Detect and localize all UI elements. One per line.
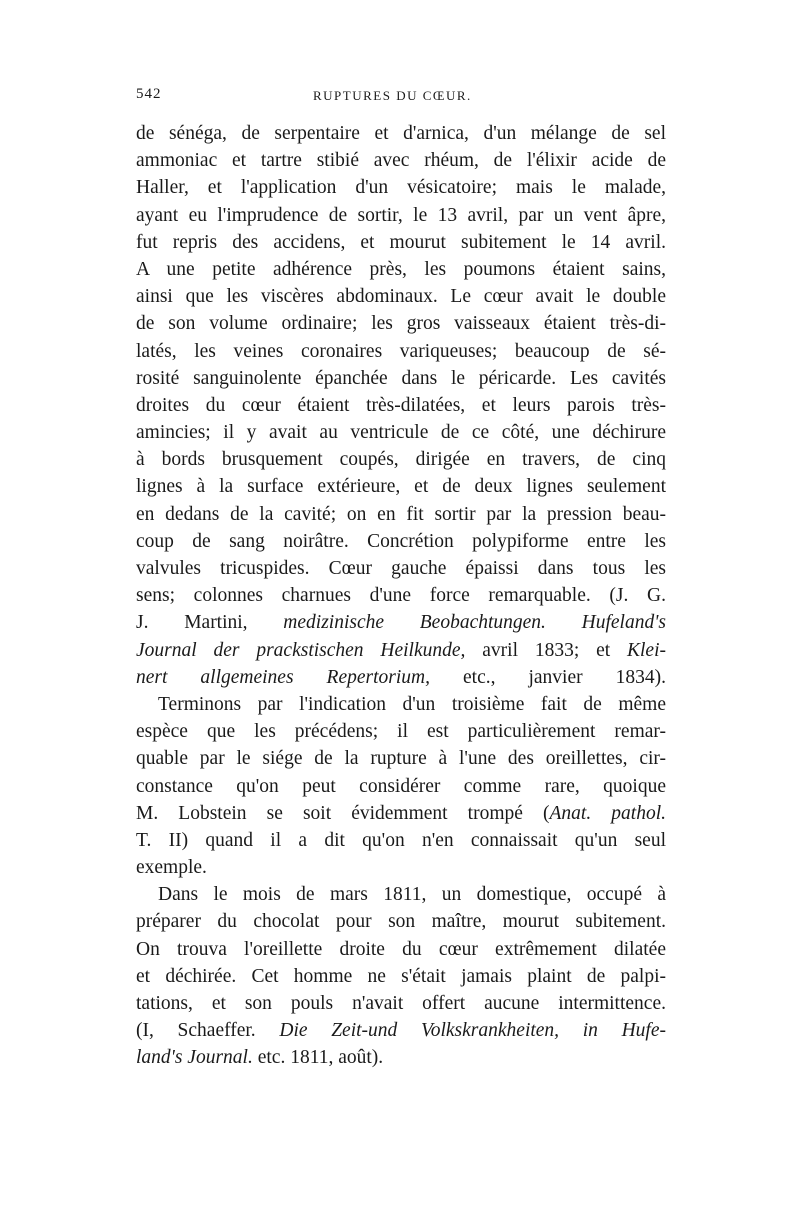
text-line: et déchirée. Cet homme ne s'était jamais plaint de palpi- [136, 965, 666, 987]
schaeffer-author: (I, Schaeffer. [136, 1020, 256, 1042]
citation-journal: Journal der prackstischen Heilkunde, [136, 639, 466, 661]
page-number: 542 [136, 86, 162, 102]
text-line-citation [136, 664, 666, 691]
text-line: A une petite adhérence près, les poumons étaient sains, [136, 258, 666, 280]
text-line: rosité sanguinolente épanchée dans le péricarde. Les cavités [136, 367, 666, 389]
body-text [136, 120, 666, 1072]
schaeffer-work: Die Zeit-und Volkskrankheiten, in Hufe- [279, 1020, 666, 1042]
text-line: fut repris des accidens, et mourut subitement le 14 avril. [136, 231, 666, 253]
text-line: exemple. [136, 857, 207, 879]
lobstein-work: Anat. pathol. [549, 802, 666, 824]
text-line: On trouva l'oreillette droite du cœur extrêmement dilatée [136, 938, 666, 960]
text-line: sens; colonnes charnues d'une force remarquable. (J. G. [136, 585, 666, 607]
text-line: espèce que les précédens; il est particulièrement remar- [136, 721, 666, 743]
text-line: ainsi que les viscères abdominaux. Le cœur avait le double [136, 286, 666, 308]
text-line: en dedans de la cavité; on en fit sortir par la pression beau- [136, 503, 666, 525]
citation-repertorium: nert allgemeines Repertorium, [136, 666, 430, 688]
text-line-citation [136, 827, 666, 854]
text-line: tations, et son pouls n'avait offert aucune intermittence. [136, 993, 666, 1014]
schaeffer-date: etc. 1811, août). [257, 1047, 384, 1069]
text-line: coup de sang noirâtre. Concrétion polypiforme entre les [136, 530, 666, 552]
text-line: quable par le siége de la rupture à l'une des oreillettes, cir- [136, 748, 666, 770]
text-line-citation [136, 637, 666, 664]
text-line: Dans le mois de mars 1811, un domestique, occupé à [158, 884, 666, 906]
text-line-citation [136, 1044, 666, 1071]
text-line: constance qu'on peut considérer comme rare, quoique [136, 775, 666, 797]
lobstein-remark: ) quand il a dit qu'on n'en connaissait qu'un seul [181, 829, 667, 851]
schaeffer-journal: land's Journal. [136, 1047, 253, 1069]
text-line: ayant eu l'imprudence de sortir, le 13 avril, par un vent âpre, [136, 204, 666, 226]
citation-date: avril 1833; et [482, 639, 611, 661]
citation-second-author: Klei- [627, 639, 666, 661]
text-line: Terminons par l'indication d'un troisième fait de même [158, 693, 666, 715]
text-line: de sénéga, de serpentaire et d'arnica, d'un mélange de sel [136, 123, 666, 144]
text-line: à bords brusquement coupés, dirigée en travers, de cinq [136, 449, 666, 471]
text-line-citation [136, 1017, 666, 1044]
text-line: préparer du chocolat pour son maître, mourut subitement. [136, 911, 666, 933]
citation-title: medizinische Beobachtungen. Hufeland's [283, 612, 666, 634]
text-line: droites du cœur étaient très-dilatées, et leurs parois très- [136, 394, 666, 416]
citation-repertorium-date: etc., janvier 1834). [463, 666, 666, 688]
text-line-citation [136, 800, 666, 827]
lobstein-text: M. Lobstein se soit évidemment trompé ( [136, 802, 550, 824]
running-head [136, 86, 676, 110]
text-line: amincies; il y avait au ventricule de ce côté, une déchirure [136, 422, 666, 444]
text-line: lignes à la surface extérieure, et de deux lignes seulement [136, 476, 666, 498]
text-line: Haller, et l'application d'un vésicatoire; mais le malade, [136, 177, 666, 199]
citation-author: J. Martini, [136, 612, 248, 634]
text-line-citation [136, 609, 666, 636]
text-line: latés, les veines coronaires variqueuses; beaucoup de sé- [136, 340, 666, 362]
running-title: RUPTURES DU CŒUR. [313, 88, 472, 103]
lobstein-volume: T. II [136, 829, 182, 851]
text-line: valvules tricuspides. Cœur gauche épaissi dans tous les [136, 558, 666, 579]
text-line: de son volume ordinaire; les gros vaisseaux étaient très-di- [136, 313, 666, 335]
text-line: ammoniac et tartre stibié avec rhéum, de l'élixir acide de [136, 150, 666, 172]
